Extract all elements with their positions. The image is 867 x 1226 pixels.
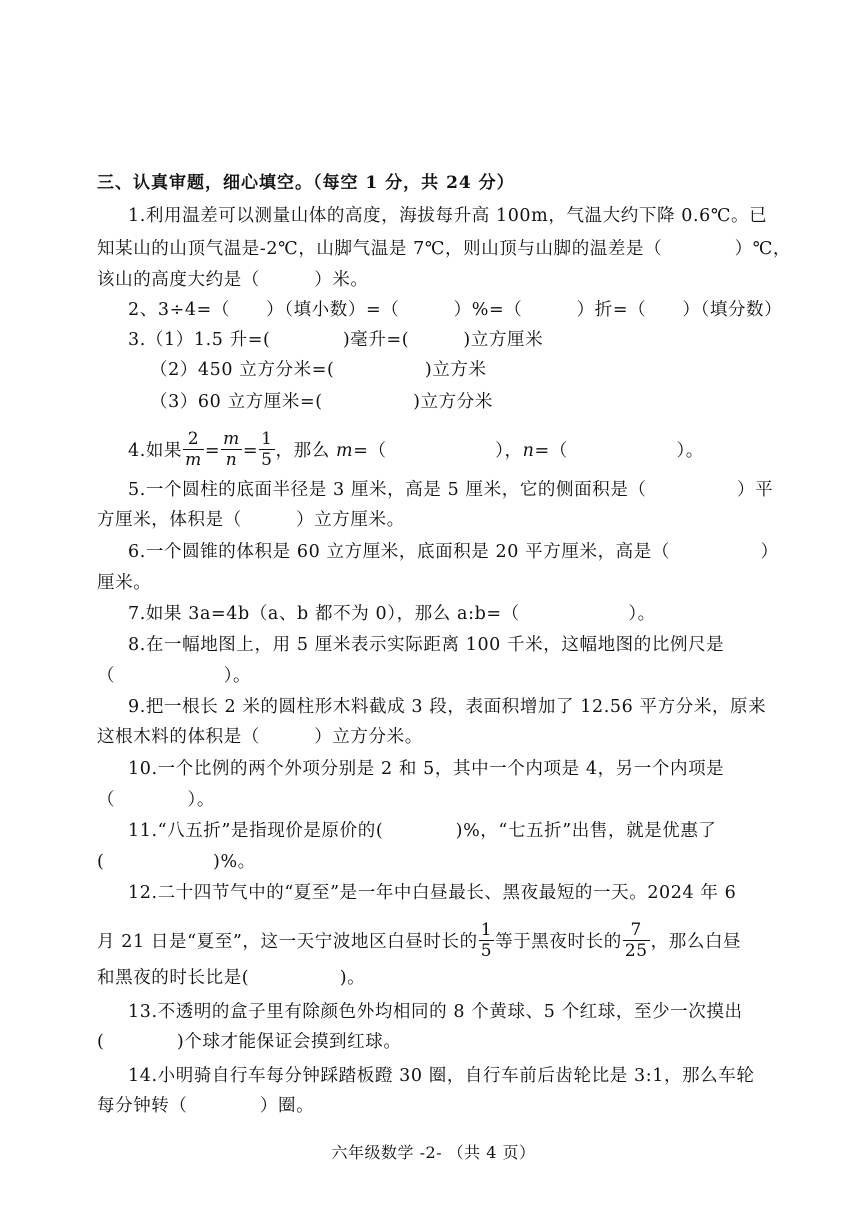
q4-prefix: 4.如果 (128, 441, 183, 461)
q3-line1: 3.（1）1.5 升=( )毫升=( )立方厘米 (128, 330, 544, 350)
frac-num: 1 (480, 920, 493, 940)
frac-den: 25 (624, 941, 648, 961)
q3-line2: （2）450 立方分米=( )立方米 (150, 360, 487, 380)
section-header: 三、认真审题，细心填空。（每空 1 分，共 24 分） (97, 173, 515, 193)
q1-line2: 知某山的山顶气温是-2℃，山脚气温是 7℃，则山顶与山脚的温差是（ ）℃， (97, 239, 791, 259)
fraction-1-over-5 (259, 429, 274, 470)
q11-line2: ( )%。 (97, 852, 256, 872)
q6-line2: 厘米。 (97, 573, 152, 593)
frac-num: 2 (183, 429, 204, 450)
q1-line1: 1.利用温差可以测量山体的高度，海拔每升高 100m，气温大约下降 0.6℃。已 (128, 206, 768, 226)
q11-line1: 11.“八五折”是指现价是原价的( )%，“七五折”出售，就是优惠了 (128, 821, 717, 841)
fraction-2-over-m (183, 429, 204, 470)
q12-line2-b: 等于黑夜时长的 (495, 932, 622, 952)
q12-line2 (97, 922, 741, 963)
q12-line2-c: ，那么白昼 (650, 932, 742, 952)
frac-num: 7 (623, 920, 650, 941)
var-m: m (336, 441, 354, 461)
q5-line1: 5.一个圆柱的底面半径是 3 厘米，高是 5 厘米，它的侧面积是（ ）平 (128, 480, 774, 500)
frac-den: n (225, 450, 238, 470)
q5-line2: 方厘米，体积是（ ）立方厘米。 (97, 510, 405, 530)
q8-line2: （ ）。 (97, 666, 252, 686)
frac-num: m (223, 429, 240, 449)
q9-line2: 这根木料的体积是（ ）立方分米。 (97, 727, 423, 747)
fraction-m-over-n (221, 429, 242, 470)
q12-line1: 12.二十四节气中的“夏至”是一年中白昼最长、黑夜最短的一天。2024 年 6 (128, 883, 737, 903)
equals-sign: = (242, 441, 259, 461)
equals-sign: = (204, 441, 221, 461)
q7-line: 7.如果 3a=4b（a、b 都不为 0），那么 a:b=（ ）。 (128, 604, 656, 624)
frac-den: m (185, 450, 202, 470)
q8-line1: 8.在一幅地图上，用 5 厘米表示实际距离 100 千米，这幅地图的比例尺是 (128, 635, 725, 655)
q4-line (128, 431, 704, 472)
q1-line3: 该山的高度大约是（ ）米。 (97, 270, 369, 290)
q13-line2: ( )个球才能保证会摸到红球。 (97, 1032, 402, 1052)
fraction-1-over-5 (479, 920, 494, 961)
frac-den: 5 (480, 941, 493, 961)
q13-line1: 13.不透明的盒子里有除颜色外均相同的 8 个黄球、5 个红球，至少一次摸出 (128, 1002, 743, 1022)
q10-line1: 10.一个比例的两个外项分别是 2 和 5，其中一个内项是 4，另一个内项是 (128, 759, 725, 779)
q14-line1: 14.小明骑自行车每分钟踩踏板蹬 30 圈，自行车前后齿轮比是 3:1，那么车轮 (128, 1066, 755, 1086)
q10-line2: （ ）。 (97, 790, 215, 810)
q12-line2-a: 月 21 日是“夏至”，这一天宁波地区白昼时长的 (97, 932, 478, 952)
page-footer: 六年级数学 -2- （共 4 页） (331, 1143, 536, 1162)
fraction-7-over-25 (623, 920, 650, 961)
q2-line: 2、3÷4=（ ）（填小数）=（ ）%=（ ）折=（ ）（填分数） (128, 300, 783, 320)
q14-line2: 每分钟转（ ）圈。 (97, 1096, 315, 1116)
var-n: n (522, 441, 535, 461)
q3-line3: （3）60 立方厘米=( )立方分米 (150, 392, 493, 412)
q4-suffix-b: =（ ）， (353, 441, 523, 461)
q4-suffix-a: ，那么 (275, 441, 336, 461)
frac-num: 1 (261, 429, 273, 449)
q9-line1: 9.把一根长 2 米的圆柱形木料截成 3 段，表面积增加了 12.56 平方分米，原来 (128, 697, 767, 717)
q12-line3: 和黑夜的时长比是( )。 (97, 968, 366, 988)
q4-suffix-c: =（ ）。 (534, 441, 704, 461)
frac-den: 5 (261, 450, 273, 470)
q6-line1: 6.一个圆锥的体积是 60 立方厘米，底面积是 20 平方厘米，高是（ ） (128, 542, 779, 562)
